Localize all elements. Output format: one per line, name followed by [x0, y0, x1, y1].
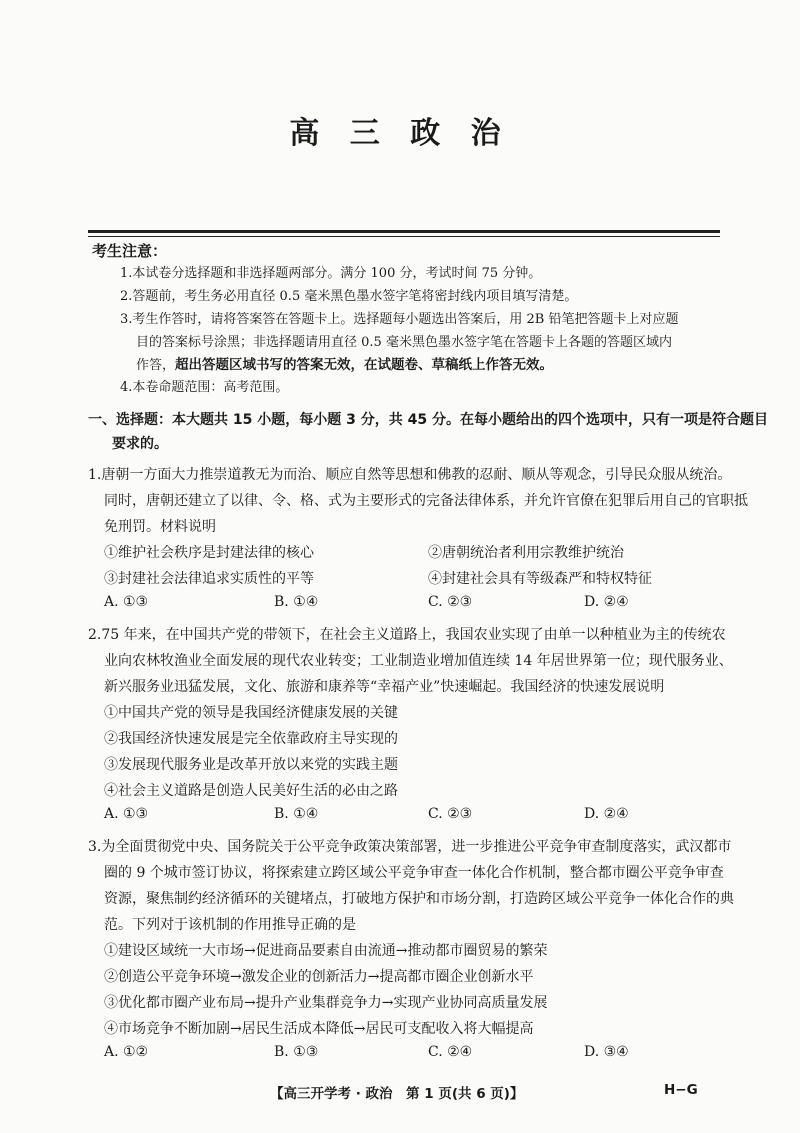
q1-option-a[interactable]: A. ①③ [104, 594, 149, 610]
notice-item-3-cont: 目的答案标号涂黑；非选择题请用直径 0.5 毫米黑色墨水签字笔在答题卡上各题的答题区域内 [136, 335, 672, 350]
notice-item-4: 4.本卷命题范围：高考范围。 [120, 380, 289, 395]
q2-option-d[interactable]: D. ②④ [584, 806, 629, 822]
q2-statement-2: ②我国经济快速发展是完全依靠政府主导实现的 [104, 731, 398, 747]
notice-item-1: 1.本试卷分选择题和非选择题两部分。满分 100 分，考试时间 75 分钟。 [120, 266, 542, 281]
page-footer: 【高三开学考 · 政治 第 1 页(共 6 页)】 [270, 1086, 524, 1102]
q3-stem-line-2: 圈的 9 个城市签订协议，将探索建立跨区域公平竞争审查一体化合作机制，整合都市圈公平竞争审查 [104, 865, 724, 881]
notice-item-3-tail: 作答， [136, 358, 176, 373]
q3-statement-4: ④市场竞争不断加剧→居民生活成本降低→居民可支配收入将大幅提高 [104, 1021, 534, 1037]
q2-stem-line-1: 2.75 年来，在中国共产党的带领下，在社会主义道路上，我国农业实现了由单一以种植业为主的传统农 [88, 627, 726, 643]
q3-stem-line-1: 3.为全面贯彻党中央、国务院关于公平竞争政策决策部署，进一步推进公平竞争审查制度落实，武汉都市 [88, 839, 732, 855]
section-heading: 一、选择题：本大题共 15 小题，每小题 3 分，共 45 分。在每小题给出的四个选项中，只有一项是符合题目 [88, 412, 768, 428]
notice-item-3-end [136, 353, 553, 373]
q2-statement-1: ①中国共产党的领导是我国经济健康发展的关键 [104, 705, 398, 721]
q2-option-b[interactable]: B. ①④ [274, 806, 319, 822]
q1-stem-line-2: 同时，唐朝还建立了以律、令、格、式为主要形式的完备法律体系，并允许官僚在犯罪后用自己的官职抵 [104, 493, 748, 509]
q1-option-b[interactable]: B. ①④ [274, 594, 319, 610]
q2-stem-line-3: 新兴服务业迅猛发展，文化、旅游和康养等“幸福产业”快速崛起。我国经济的快速发展说明 [104, 679, 665, 695]
q3-statement-3: ③优化都市圈产业布局→提升产业集群竞争力→实现产业协同高质量发展 [104, 995, 548, 1011]
section-heading-cont: 要求的。 [112, 436, 168, 452]
q1-statement-4: ④封建社会具有等级森严和特权特征 [428, 571, 652, 587]
q1-statement-1: ①维护社会秩序是封建法律的核心 [104, 545, 314, 561]
q3-statement-2: ②创造公平竞争环境→激发企业的创新活力→提高都市圈企业创新水平 [104, 969, 534, 985]
q3-option-b[interactable]: B. ①③ [274, 1044, 319, 1060]
page-title: 高 三 政 治 [289, 116, 511, 151]
q3-option-c[interactable]: C. ②④ [428, 1044, 473, 1060]
notice-item-2: 2.答题前，考生务必用直径 0.5 毫米黑色墨水签字笔将密封线内项目填写清楚。 [120, 289, 578, 304]
q3-option-a[interactable]: A. ①② [104, 1044, 149, 1060]
q2-option-c[interactable]: C. ②③ [428, 806, 473, 822]
q1-stem-line-1: 1.唐朝一方面大力推崇道教无为而治、顺应自然等思想和佛教的忍耐、顺从等观念，引导民众服从统治。 [88, 467, 732, 483]
q1-stem-line-3: 免刑罚。材料说明 [104, 519, 216, 535]
notice-emphasis: 超出答题区域书写的答案无效，在试题卷、草稿纸上作答无效。 [175, 357, 554, 373]
q1-statement-2: ②唐朝统治者利用宗教维护统治 [428, 545, 624, 561]
q2-option-a[interactable]: A. ①③ [104, 806, 149, 822]
divider-thick [88, 230, 720, 233]
q1-option-c[interactable]: C. ②③ [428, 594, 473, 610]
q3-stem-line-3: 资源，聚焦制约经济循环的关键堵点，打破地方保护和市场分割，打造跨区域公平竞争一体化合作的典 [104, 891, 734, 907]
q1-option-d[interactable]: D. ②④ [584, 594, 629, 610]
notice-item-3: 3.考生作答时，请将答案答在答题卡上。选择题每小题选出答案后，用 2B 铅笔把答题卡上对应题 [120, 312, 679, 327]
q3-stem-line-4: 范。下列对于该机制的作用推导正确的是 [104, 917, 356, 933]
q2-statement-4: ④社会主义道路是创造人民美好生活的必由之路 [104, 783, 398, 799]
paper-code: H−G [664, 1082, 698, 1098]
q3-option-d[interactable]: D. ③④ [584, 1044, 629, 1060]
notice-heading: 考生注意： [92, 242, 168, 260]
q3-statement-1: ①建设区域统一大市场→促进商品要素自由流通→推动都市圈贸易的繁荣 [104, 943, 548, 959]
q2-statement-3: ③发展现代服务业是改革开放以来党的实践主题 [104, 757, 398, 773]
q1-statement-3: ③封建社会法律追求实质性的平等 [104, 571, 314, 587]
divider-thin [88, 236, 720, 237]
q2-stem-line-2: 业向农林牧渔业全面发展的现代农业转变；工业制造业增加值连续 14 年居世界第一位；现代服务业、 [104, 653, 733, 669]
